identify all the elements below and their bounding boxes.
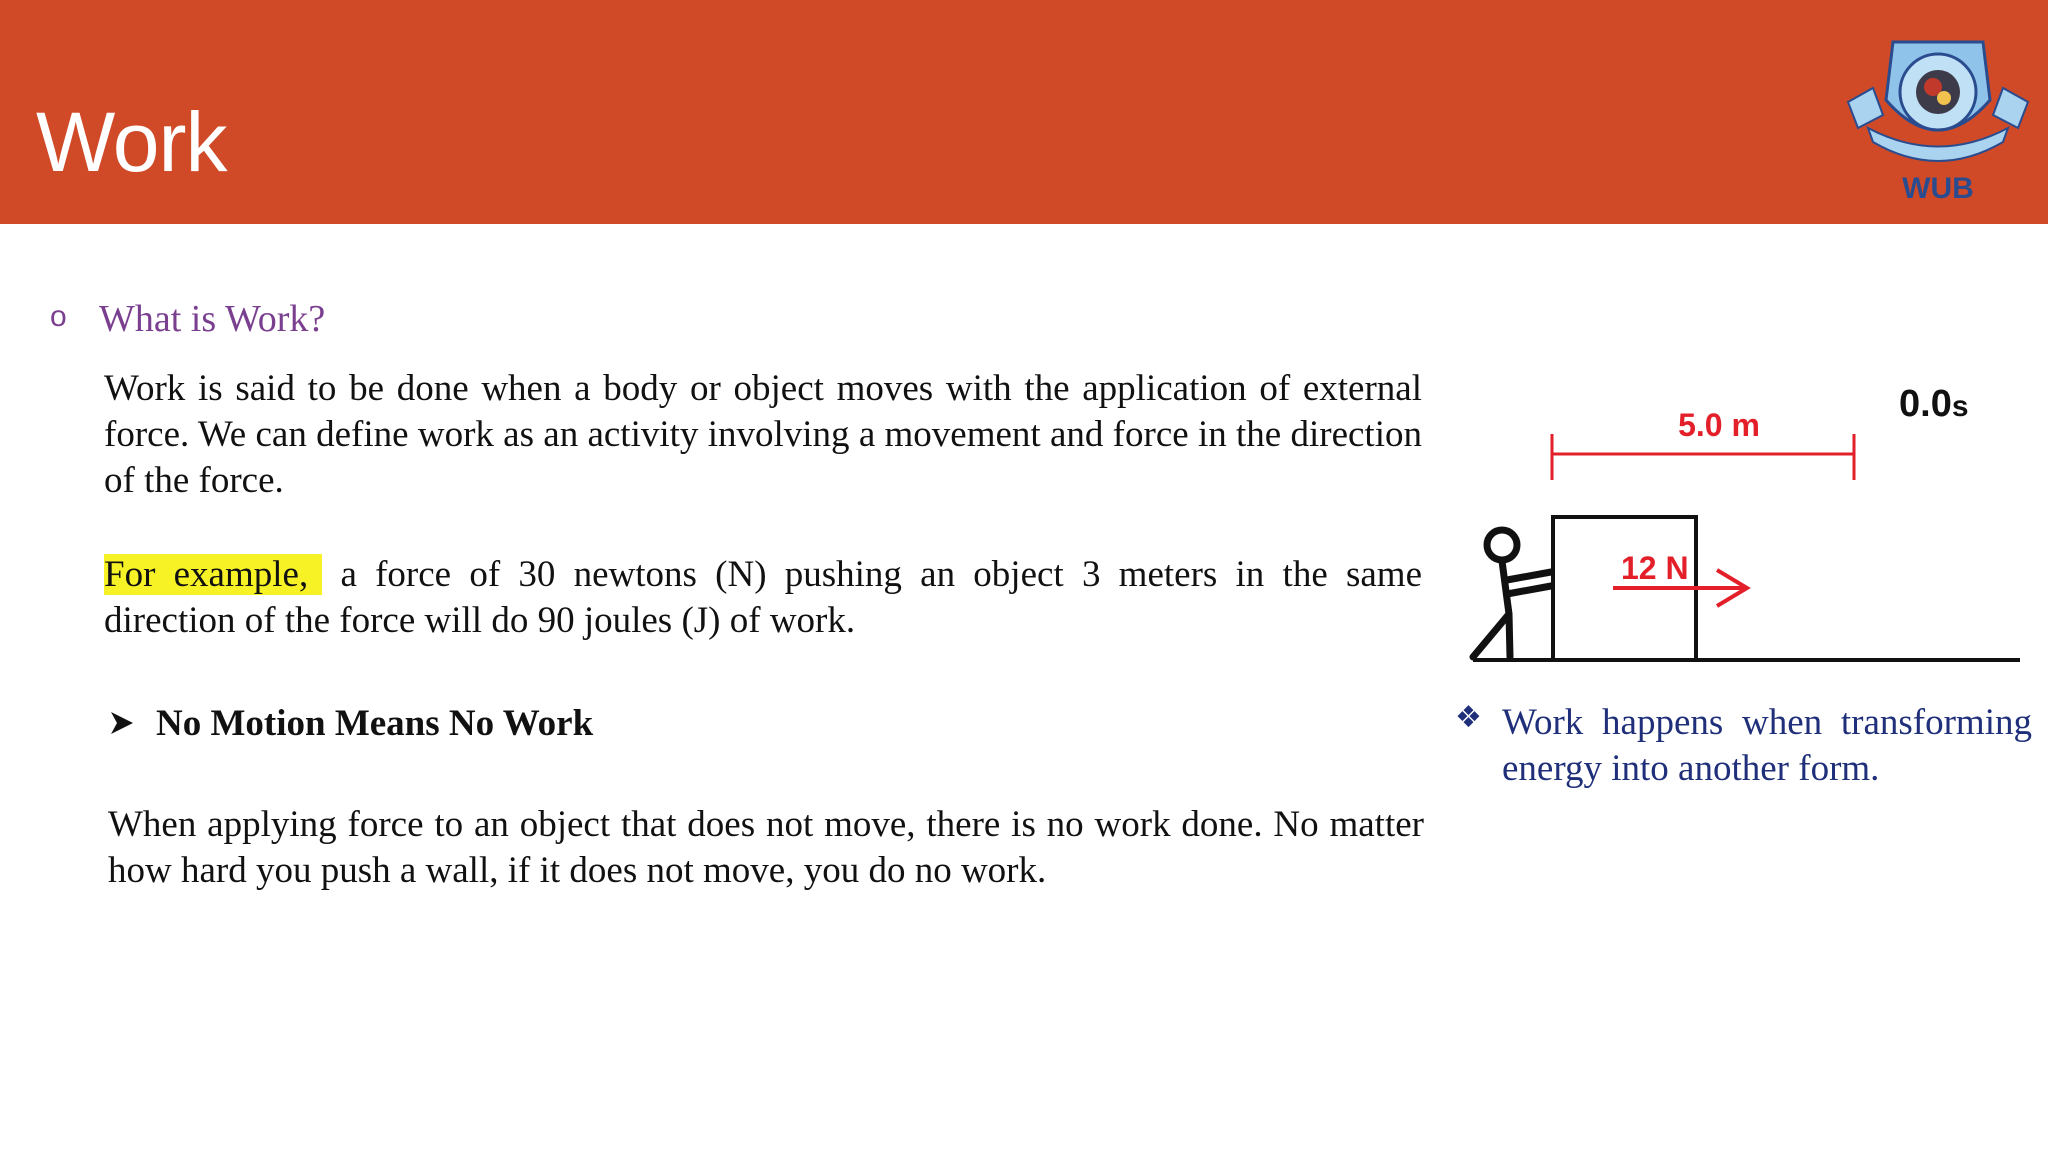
time-unit: s	[1951, 390, 1969, 423]
hollow-bullet-icon: o	[50, 300, 67, 333]
time-readout	[1899, 383, 1969, 425]
stick-figure	[1473, 530, 1551, 657]
energy-note: Work happens when transforming energy into another form.	[1502, 702, 2032, 789]
logo-wordmark: WUB	[1902, 172, 1974, 205]
example-text: a force of 30 newtons (N) pushing an object 3 meters in the same direction of the force will do 90 joules (J) of work.	[104, 554, 1422, 641]
work-diagram	[1465, 370, 2025, 670]
title-bar	[0, 0, 2048, 224]
distance-label: 5.0 m	[1678, 407, 1760, 443]
arrowhead-bullet-icon	[108, 709, 136, 737]
four-diamond-icon: ❖	[1455, 700, 1482, 735]
force-label: 12 N	[1621, 550, 1689, 586]
no-motion-heading	[108, 701, 593, 747]
university-logo	[1838, 30, 2038, 210]
section-heading: What is Work?	[99, 298, 326, 340]
no-motion-paragraph: When applying force to an object that does not move, there is no work done. No matter how hard you push a wall, if it does not move, you do no work.	[108, 804, 1424, 891]
no-motion-heading-text: No Motion Means No Work	[156, 703, 594, 744]
definition-paragraph: Work is said to be done when a body or object moves with the application of external force. We can define work as an activity involving a movement and force in the direction of the force.	[104, 368, 1422, 501]
time-value: 0.0	[1899, 383, 1952, 425]
slide-title: Work	[36, 95, 227, 189]
highlighted-phrase: For example,	[104, 554, 322, 595]
example-paragraph	[104, 552, 1422, 644]
